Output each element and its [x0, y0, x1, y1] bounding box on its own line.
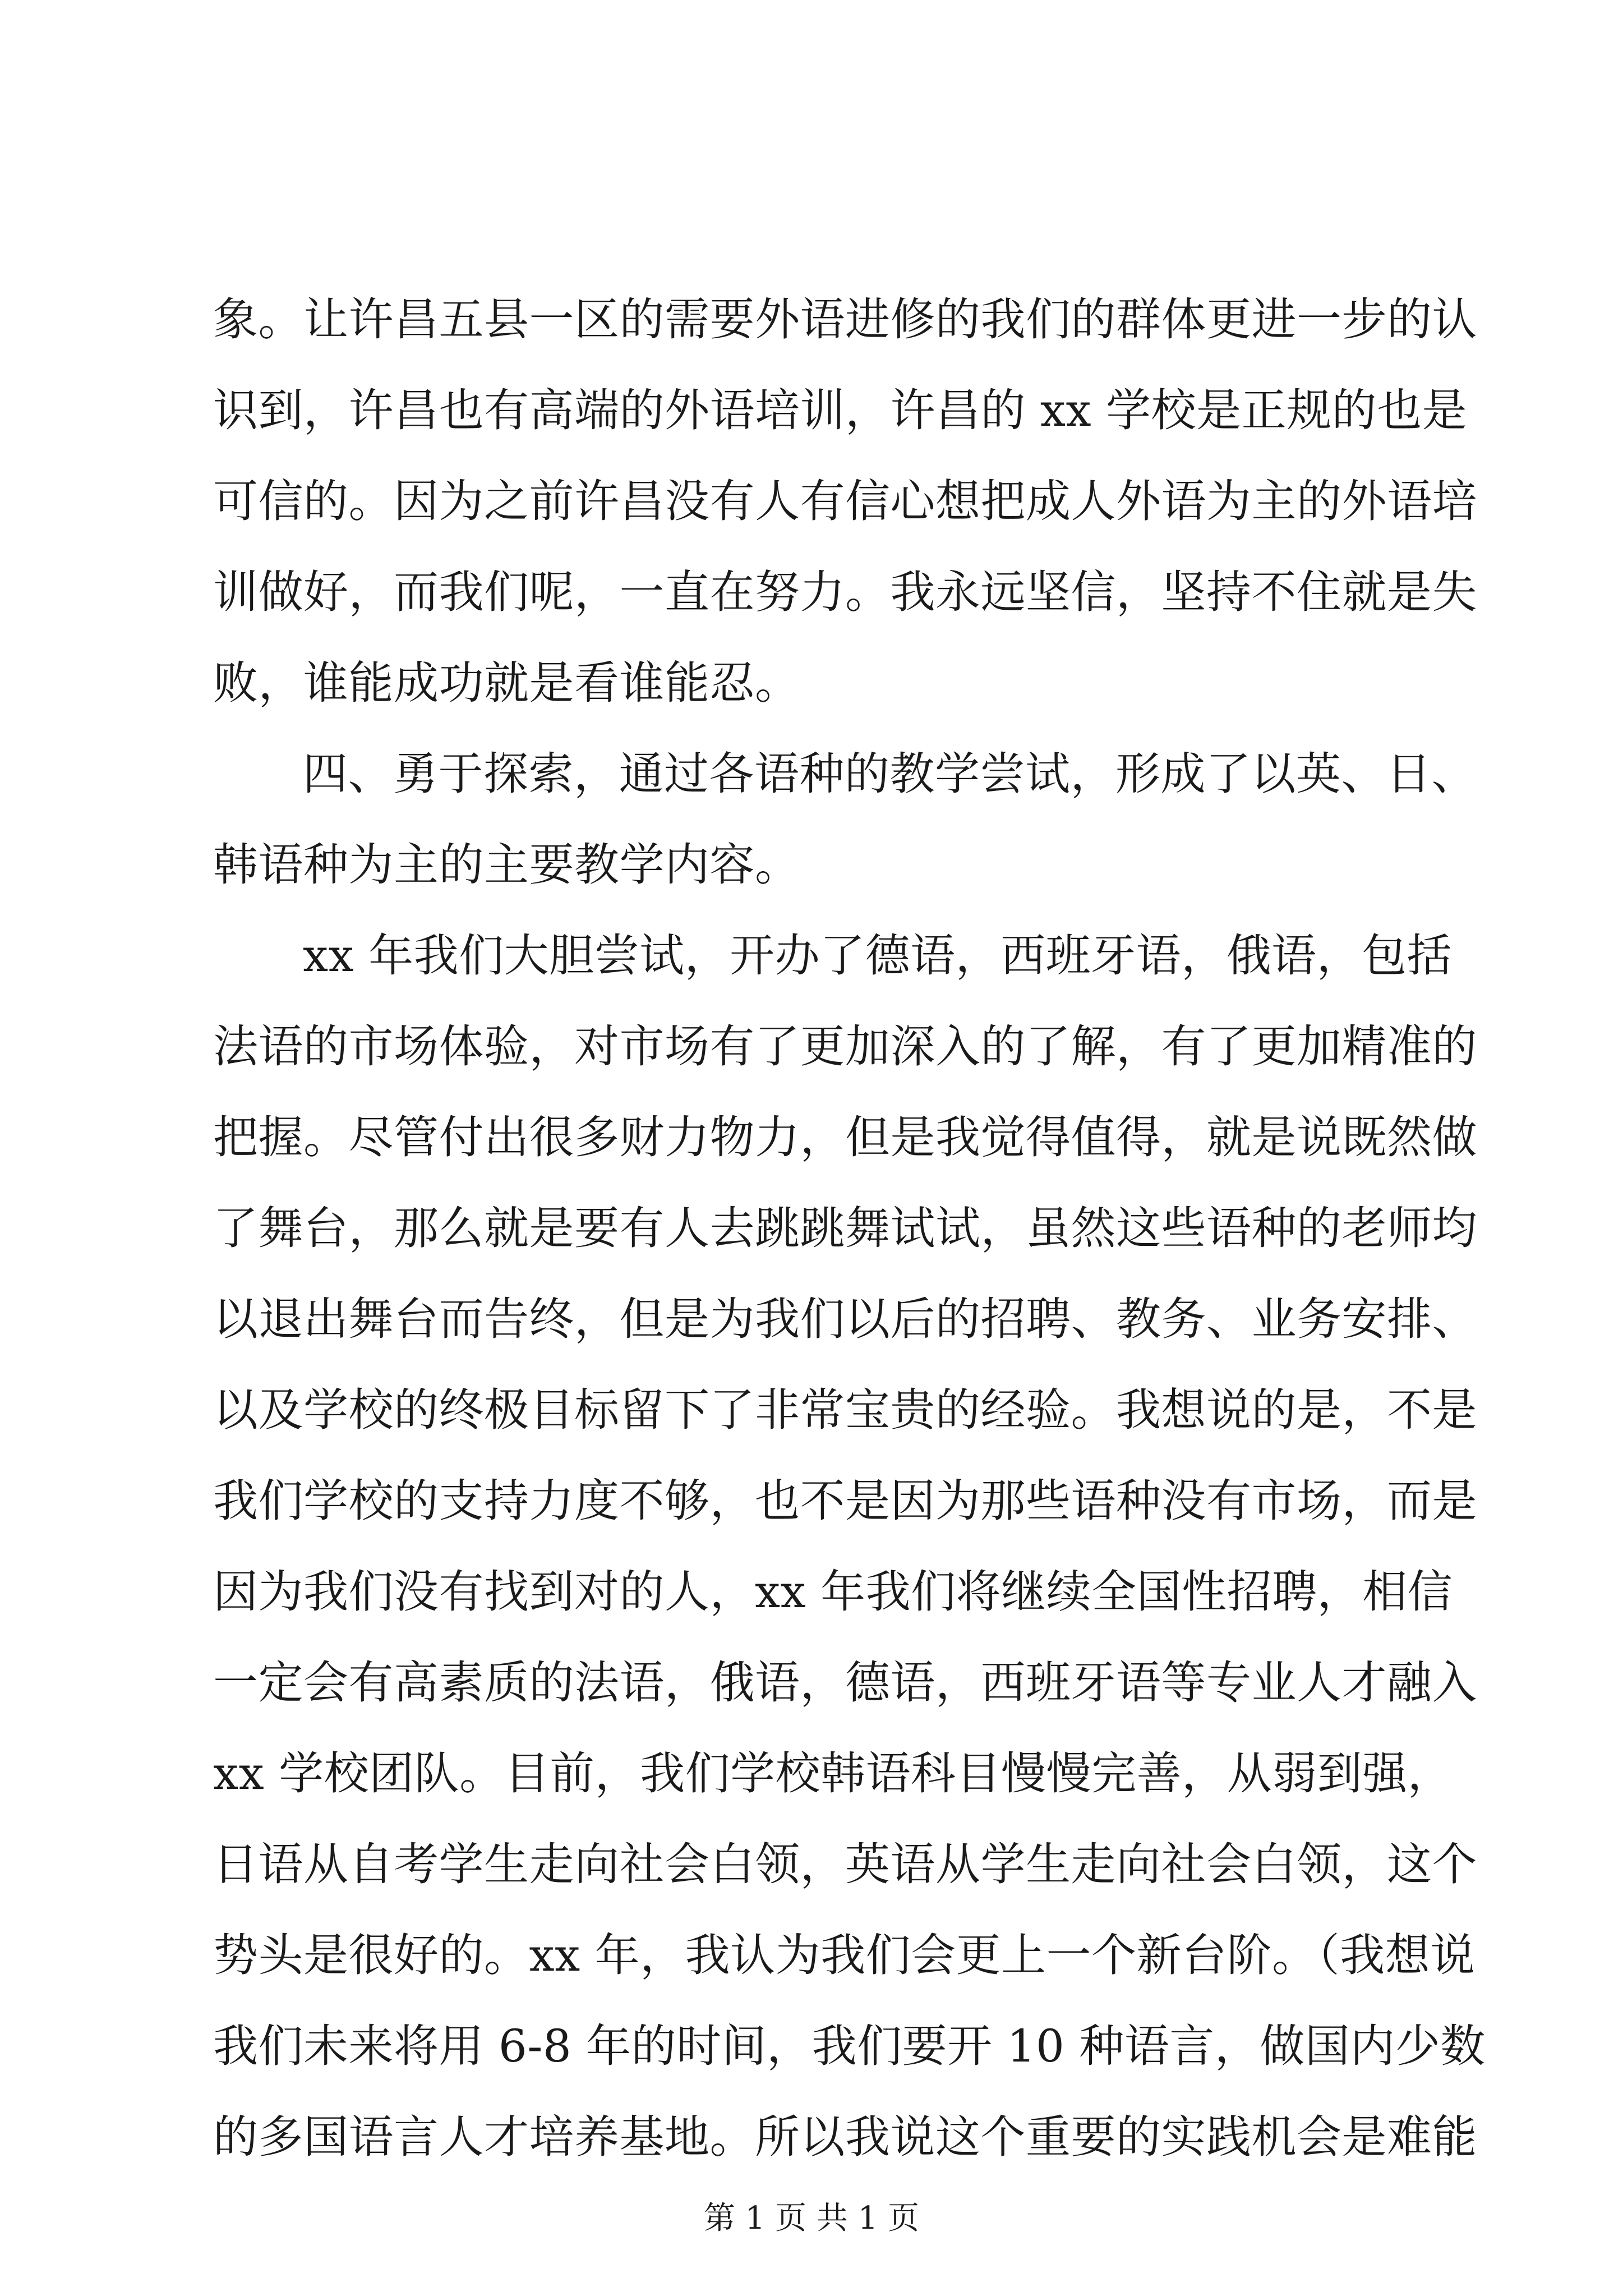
body-text-line: 的多国语言人才培养基地。所以我说这个重要的实践机会是难能	[213, 2111, 1477, 2163]
body-text-line: 象。让许昌五县一区的需要外语进修的我们的群体更进一步的认	[213, 293, 1477, 346]
section-heading-line: 韩语种为主的主要教学内容。	[213, 839, 800, 891]
body-text-line: 势头是很好的。xx 年，我认为我们会更上一个新台阶。（我想说	[213, 1929, 1476, 1981]
body-text-line: 因为我们没有找到对的人，xx 年我们将继续全国性招聘，相信	[213, 1566, 1453, 1618]
body-text-line: xx 学校团队。目前，我们学校韩语科目慢慢完善，从弱到强，	[213, 1747, 1453, 1800]
body-text-line: 日语从自考学生走向社会白领，英语从学生走向社会白领，这个	[213, 1838, 1477, 1890]
body-text-line: 识到，许昌也有高端的外语培训，许昌的 xx 学校是正规的也是	[213, 384, 1468, 436]
body-text-line: 一定会有高素质的法语，俄语，德语，西班牙语等专业人才融入	[213, 1657, 1477, 1709]
body-text-line: 了舞台，那么就是要有人去跳跳舞试试，虽然这些语种的老师均	[213, 1202, 1477, 1254]
body-text-line: xx 年我们大胆尝试，开办了德语，西班牙语，俄语，包括	[303, 930, 1453, 982]
body-text-line: 败，谁能成功就是看谁能忍。	[213, 657, 800, 709]
body-text-line: 我们学校的支持力度不够，也不是因为那些语种没有市场，而是	[213, 1475, 1477, 1527]
body-text-line: 以退出舞台而告终，但是为我们以后的招聘、教务、业务安排、	[213, 1293, 1477, 1345]
body-text-line: 我们未来将用 6-8 年的时间，我们要开 10 种语言，做国内少数	[213, 2020, 1486, 2072]
page-number-footer: 第 1 页 共 1 页	[703, 2200, 920, 2237]
body-text-line: 可信的。因为之前许昌没有人有信心想把成人外语为主的外语培	[213, 475, 1477, 527]
section-heading-line: 四、勇于探索，通过各语种的教学尝试，形成了以英、日、	[303, 748, 1477, 800]
body-text-line: 训做好，而我们呢，一直在努力。我永远坚信，坚持不住就是失	[213, 566, 1477, 618]
body-text-line: 法语的市场体验，对市场有了更加深入的了解，有了更加精准的	[213, 1020, 1477, 1073]
body-text-line: 以及学校的终极目标留下了非常宝贵的经验。我想说的是，不是	[213, 1384, 1477, 1436]
body-text-line: 把握。尽管付出很多财力物力，但是我觉得值得，就是说既然做	[213, 1111, 1477, 1163]
